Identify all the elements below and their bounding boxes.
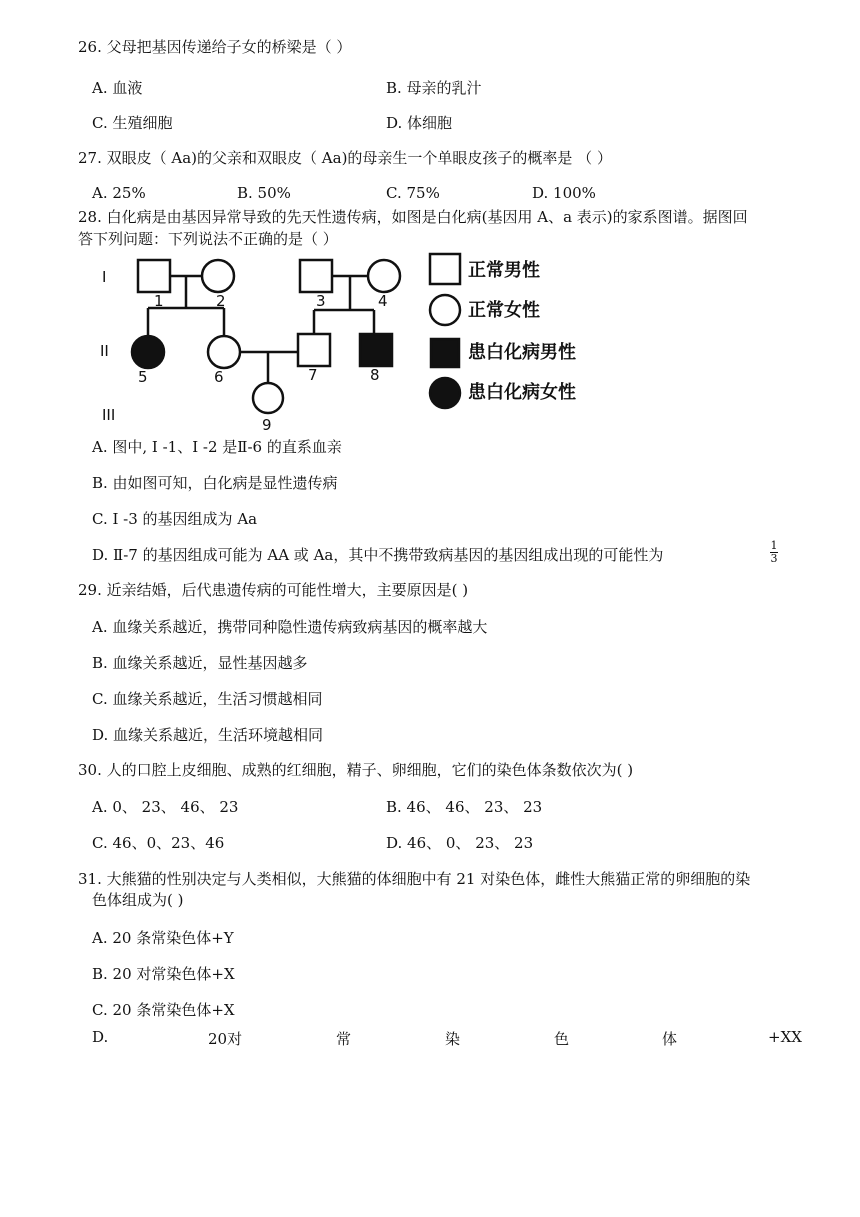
q29-option-a: A. 血缘关系越近，携带同种隐性遗传病致病基因的概率越大 — [92, 618, 488, 636]
q29-option-d: D. 血缘关系越近，生活环境越相同 — [92, 726, 324, 744]
q26-option-b: B. 母亲的乳汁 — [386, 79, 482, 97]
q27-option-b: B. 50% — [237, 184, 291, 202]
individual-2-normal-female — [202, 260, 234, 292]
q31-option-c: C. 20 条常染色体+X — [92, 1001, 235, 1019]
individual-3-normal-male — [300, 260, 332, 292]
q31-option-d-part-4: 色 — [554, 1030, 570, 1048]
legend-affected-male-label: 患白化病男性 — [468, 342, 576, 363]
q28-option-d: D. Ⅱ-7 的基因组成可能为 AA 或 Aa，其中不携带致病基因的基因组成出现的可能性为 — [92, 546, 664, 564]
q31-option-d-part-6: +XX — [768, 1028, 802, 1046]
individual-label-4: 4 — [378, 292, 388, 310]
legend-normal-female-symbol — [430, 295, 460, 325]
legend-affected-male-symbol — [431, 339, 459, 367]
individual-label-1: 1 — [154, 292, 164, 310]
q30-option-a: A. 0、 23、 46、 23 — [92, 798, 239, 816]
q27-option-c: C. 75% — [386, 184, 440, 202]
q31-option-d-part-5: 体 — [662, 1030, 678, 1048]
q29-option-b: B. 血缘关系越近，显性基因越多 — [92, 654, 308, 672]
individual-label-8: 8 — [370, 366, 380, 384]
individual-1-normal-male — [138, 260, 170, 292]
individual-7-normal-male — [298, 334, 330, 366]
q31-option-a: A. 20 条常染色体+Y — [92, 929, 234, 947]
individual-label-9: 9 — [262, 416, 272, 434]
q26-option-d: D. 体细胞 — [386, 114, 453, 132]
individual-6-normal-female — [208, 336, 240, 368]
q29-stem: 29. 近亲结婚，后代患遗传病的可能性增大，主要原因是( ) — [78, 581, 469, 599]
q31-option-d-part-2: 常 — [336, 1030, 352, 1048]
pedigree-diagram — [90, 248, 620, 438]
q31-option-d-part-3: 染 — [445, 1030, 461, 1048]
q30-option-d: D. 46、 0、 23、 23 — [386, 834, 534, 852]
individual-8-affected-male — [360, 334, 392, 366]
q26-option-c: C. 生殖细胞 — [92, 114, 173, 132]
q30-option-b: B. 46、 46、 23、 23 — [386, 798, 543, 816]
q30-option-c: C. 46、0、23、46 — [92, 834, 225, 852]
fraction-numerator: 1 — [770, 539, 778, 552]
individual-9-normal-female — [253, 383, 283, 413]
q28-option-b: B. 由如图可知，白化病是显性遗传病 — [92, 474, 338, 492]
q26-stem: 26. 父母把基因传递给子女的桥梁是（ ） — [78, 38, 352, 56]
q31-stem-line2: 色体组成为( ) — [92, 891, 184, 909]
q31-stem-line1: 31. 大熊猫的性别决定与人类相似，大熊猫的体细胞中有 21 对染色体，雌性大熊猫正常的卵细胞的染 — [78, 870, 751, 888]
q27-stem: 27. 双眼皮（ Aa)的父亲和双眼皮（ Aa)的母亲生一个单眼皮孩子的概率是 （ ） — [78, 149, 612, 167]
individual-label-2: 2 — [216, 292, 226, 310]
generation-label-1: I — [102, 268, 107, 286]
q26-option-a: A. 血液 — [92, 79, 143, 97]
individual-4-normal-female — [368, 260, 400, 292]
individual-5-affected-female — [132, 336, 164, 368]
q27-option-a: A. 25% — [92, 184, 146, 202]
legend-normal-female-label: 正常女性 — [468, 300, 540, 321]
q31-option-d-letter: D. — [92, 1028, 109, 1046]
legend-affected-female-label: 患白化病女性 — [468, 382, 576, 403]
individual-label-3: 3 — [316, 292, 326, 310]
q28-option-c: C. Ⅰ -3 的基因组成为 Aa — [92, 510, 258, 528]
q28-stem-line2: 答下列问题：下列说法不正确的是（ ） — [78, 230, 338, 248]
q31-option-b: B. 20 对常染色体+X — [92, 965, 235, 983]
generation-label-3: III — [102, 406, 116, 424]
q31-option-d-part-1: 20对 — [208, 1030, 243, 1048]
q28-stem-line1: 28. 白化病是由基因异常导致的先天性遗传病，如图是白化病(基因用 A、a 表示)的家系图谱。据图回 — [78, 208, 748, 226]
fraction-denominator: 3 — [770, 552, 778, 565]
legend-affected-female-symbol — [430, 378, 460, 408]
individual-label-7: 7 — [308, 366, 318, 384]
legend-normal-male-label: 正常男性 — [468, 260, 540, 281]
q28-fraction — [770, 541, 778, 564]
q29-option-c: C. 血缘关系越近，生活习惯越相同 — [92, 690, 323, 708]
q27-option-d: D. 100% — [532, 184, 596, 202]
generation-label-2: II — [100, 342, 109, 360]
individual-label-6: 6 — [214, 368, 224, 386]
legend-normal-male-symbol — [430, 254, 460, 284]
q30-stem: 30. 人的口腔上皮细胞、成熟的红细胞，精子、卵细胞，它们的染色体条数依次为( ) — [78, 761, 634, 779]
individual-label-5: 5 — [138, 368, 148, 386]
q28-option-a: A. 图中, Ⅰ -1、Ⅰ -2 是Ⅱ-6 的直系血亲 — [92, 438, 342, 456]
